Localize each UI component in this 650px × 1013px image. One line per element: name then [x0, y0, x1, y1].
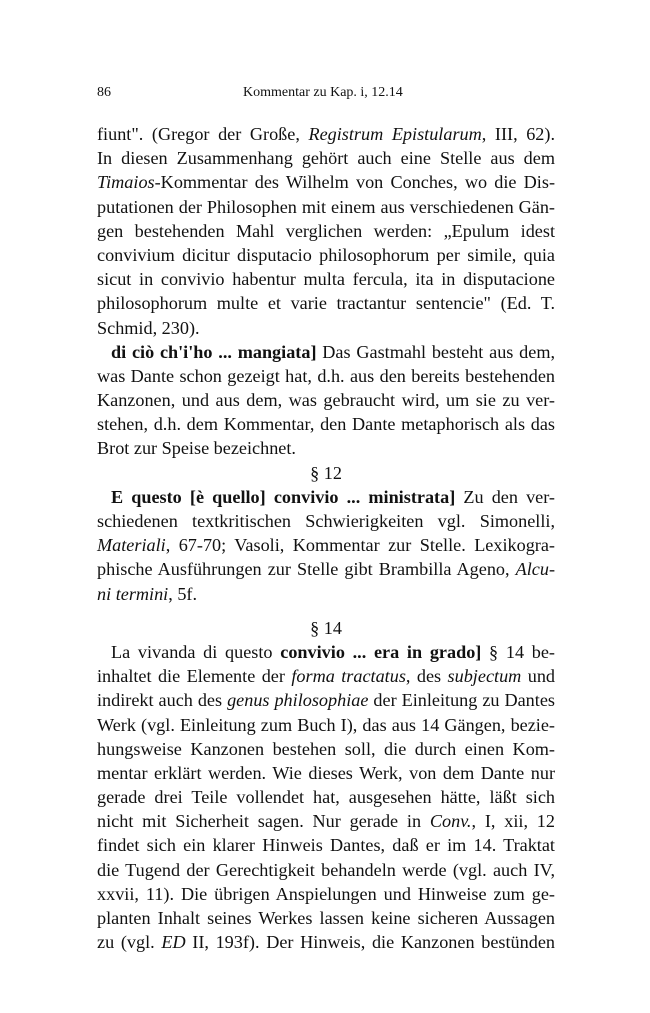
text-line [97, 737, 555, 761]
text-run: Brot zur Speise bezeichnet. [97, 438, 296, 459]
text-run: zu (vgl. [97, 932, 162, 953]
text-run: philosophorum multe et varie tractantur sentencie" (Ed. T. [97, 293, 555, 314]
text-run: Das Gastmahl besteht aus dem, [316, 341, 556, 362]
text-line [97, 809, 555, 833]
text-run: planten Inhalt seines Werkes lassen keine sicheren Aussagen [97, 908, 555, 928]
italic-reference: subjectum [447, 666, 522, 687]
italic-reference: Conv. [429, 811, 472, 832]
italic-reference: Materiali [97, 535, 166, 556]
text-line [97, 761, 555, 785]
text-line [97, 340, 555, 364]
text-run: , 5f. [168, 583, 198, 604]
text-run: gen bestehenden Mahl verglichen werden: „Epulum idest [97, 220, 555, 241]
text-run: und [521, 666, 555, 687]
italic-reference: ni termini [97, 583, 169, 604]
text-run: mentar erklärt werden. Wie dieses Werk, von dem Dante nur [97, 762, 555, 783]
text-line [97, 713, 555, 737]
text-line [97, 267, 555, 291]
text-run: , 67-70; Vasoli, Kommentar zur Stelle. Lexikogra- [165, 535, 555, 556]
text-run: sicut in convivio habentur multa fercula, ita in disputacione [97, 269, 555, 290]
text-line [97, 858, 555, 882]
lemma-bold: E questo [è quello] convivio ... ministrata] [111, 486, 456, 507]
italic-reference: forma tractatus [291, 666, 406, 687]
italic-reference: genus philosophiae [227, 690, 369, 711]
text-line [97, 582, 555, 606]
text-line [97, 436, 555, 460]
text-run: was Dante schon gezeigt hat, d.h. aus den bereits bestehenden [97, 365, 555, 386]
text-run: Werk (vgl. Einleitung zum Buch I), das aus 14 Gängen, bezie- [97, 714, 555, 735]
text-line [97, 291, 555, 315]
section-heading-12: § 12 [310, 462, 342, 483]
text-line [97, 664, 555, 688]
section-gap [97, 606, 555, 616]
text-line [97, 833, 555, 857]
text-run: Kanzonen, und aus dem, was gebraucht wird, um sie zu ver- [97, 390, 555, 411]
paragraph-gregor [97, 122, 555, 340]
text-run: inhaltet die Elemente der [97, 666, 292, 687]
paragraph-vivanda [97, 640, 555, 954]
text-run: § 14 be- [481, 641, 555, 662]
paragraph-convivio [97, 485, 555, 606]
text-line [97, 195, 555, 219]
text-run: La vivanda di questo [111, 641, 281, 662]
text-run: II, 193f). Der Hinweis, die Kanzonen bestünden [185, 932, 555, 953]
text-run: , des [405, 666, 448, 687]
text-run: fiunt". (Gregor der Große, [97, 124, 309, 144]
text-run: stehen, d.h. dem Kommentar, den Dante metaphorisch als das [97, 414, 555, 435]
section-heading-14: § 14 [310, 617, 342, 638]
page-header [97, 85, 555, 105]
page-number: 86 [97, 85, 111, 100]
text-line [97, 146, 555, 170]
text-line [97, 906, 555, 930]
text-line [97, 688, 555, 712]
text-line [97, 485, 555, 509]
running-title: Kommentar zu Kap. i, 12.14 [243, 85, 403, 100]
text-line [97, 882, 555, 906]
text-run: In diesen Zusammenhang gehört auch eine Stelle aus dem [97, 148, 555, 169]
text-line [97, 930, 555, 954]
italic-reference: ED [161, 932, 186, 953]
text-run: indirekt auch des [97, 690, 228, 711]
text-run: der Einleitung zu Dantes [368, 690, 555, 711]
text-run: , III, 62). [481, 124, 555, 144]
text-run: findet sich ein klarer Hinweis Dantes, daß er im 14. Traktat [97, 835, 555, 856]
text-run: gerade drei Teile vollendet hat, ausgesehen hätte, läßt sich [97, 787, 555, 808]
text-run: phische Ausführungen zur Stelle gibt Brambilla Ageno, [97, 559, 516, 580]
text-run: putationen der Philosophen mit einem aus verschiedenen Gän- [97, 196, 555, 217]
text-line [97, 219, 555, 243]
text-run: Schmid, 230). [97, 317, 200, 338]
text-line [97, 364, 555, 388]
text-line [97, 509, 555, 533]
text-run: die Tugend der Gerechtigkeit behandeln werde (vgl. auch IV, [97, 859, 555, 880]
text-line [97, 170, 555, 194]
text-run: -Kommentar des Wilhelm von Conches, wo die Dis- [154, 172, 555, 193]
text-run: , I, xii, 12 [471, 811, 555, 832]
paragraph-gastmahl [97, 340, 555, 461]
text-line [97, 122, 555, 146]
text-line [97, 388, 555, 412]
text-line [97, 243, 555, 267]
italic-reference: Alcu- [515, 559, 555, 580]
text-line [97, 412, 555, 436]
text-run: nicht mit Sicherheit sagen. Nur gerade in [97, 811, 430, 832]
text-line [97, 533, 555, 557]
italic-reference: Registrum Epistularum [308, 124, 482, 144]
text-line [97, 640, 555, 664]
text-run: Zu den ver- [455, 486, 555, 507]
italic-reference: Timaios [97, 172, 155, 193]
text-run: schiedenen textkritischen Schwierigkeiten vgl. Simonelli, [97, 511, 555, 531]
text-run: xxvii, 11). Die übrigen Anspielungen und Hinweise zum ge- [97, 883, 555, 904]
text-line [97, 316, 555, 340]
text-run: hungsweise Kanzonen bestehen soll, die durch einen Kom- [97, 738, 555, 759]
lemma-bold: di ciò ch'i'ho ... mangiata] [111, 341, 317, 362]
text-line [97, 785, 555, 809]
text-line [97, 557, 555, 581]
text-run: convivium dicitur disputacio philosophorum per simile, quia [97, 244, 555, 265]
body-text [97, 122, 555, 954]
lemma-bold: convivio ... era in grado] [280, 641, 482, 662]
